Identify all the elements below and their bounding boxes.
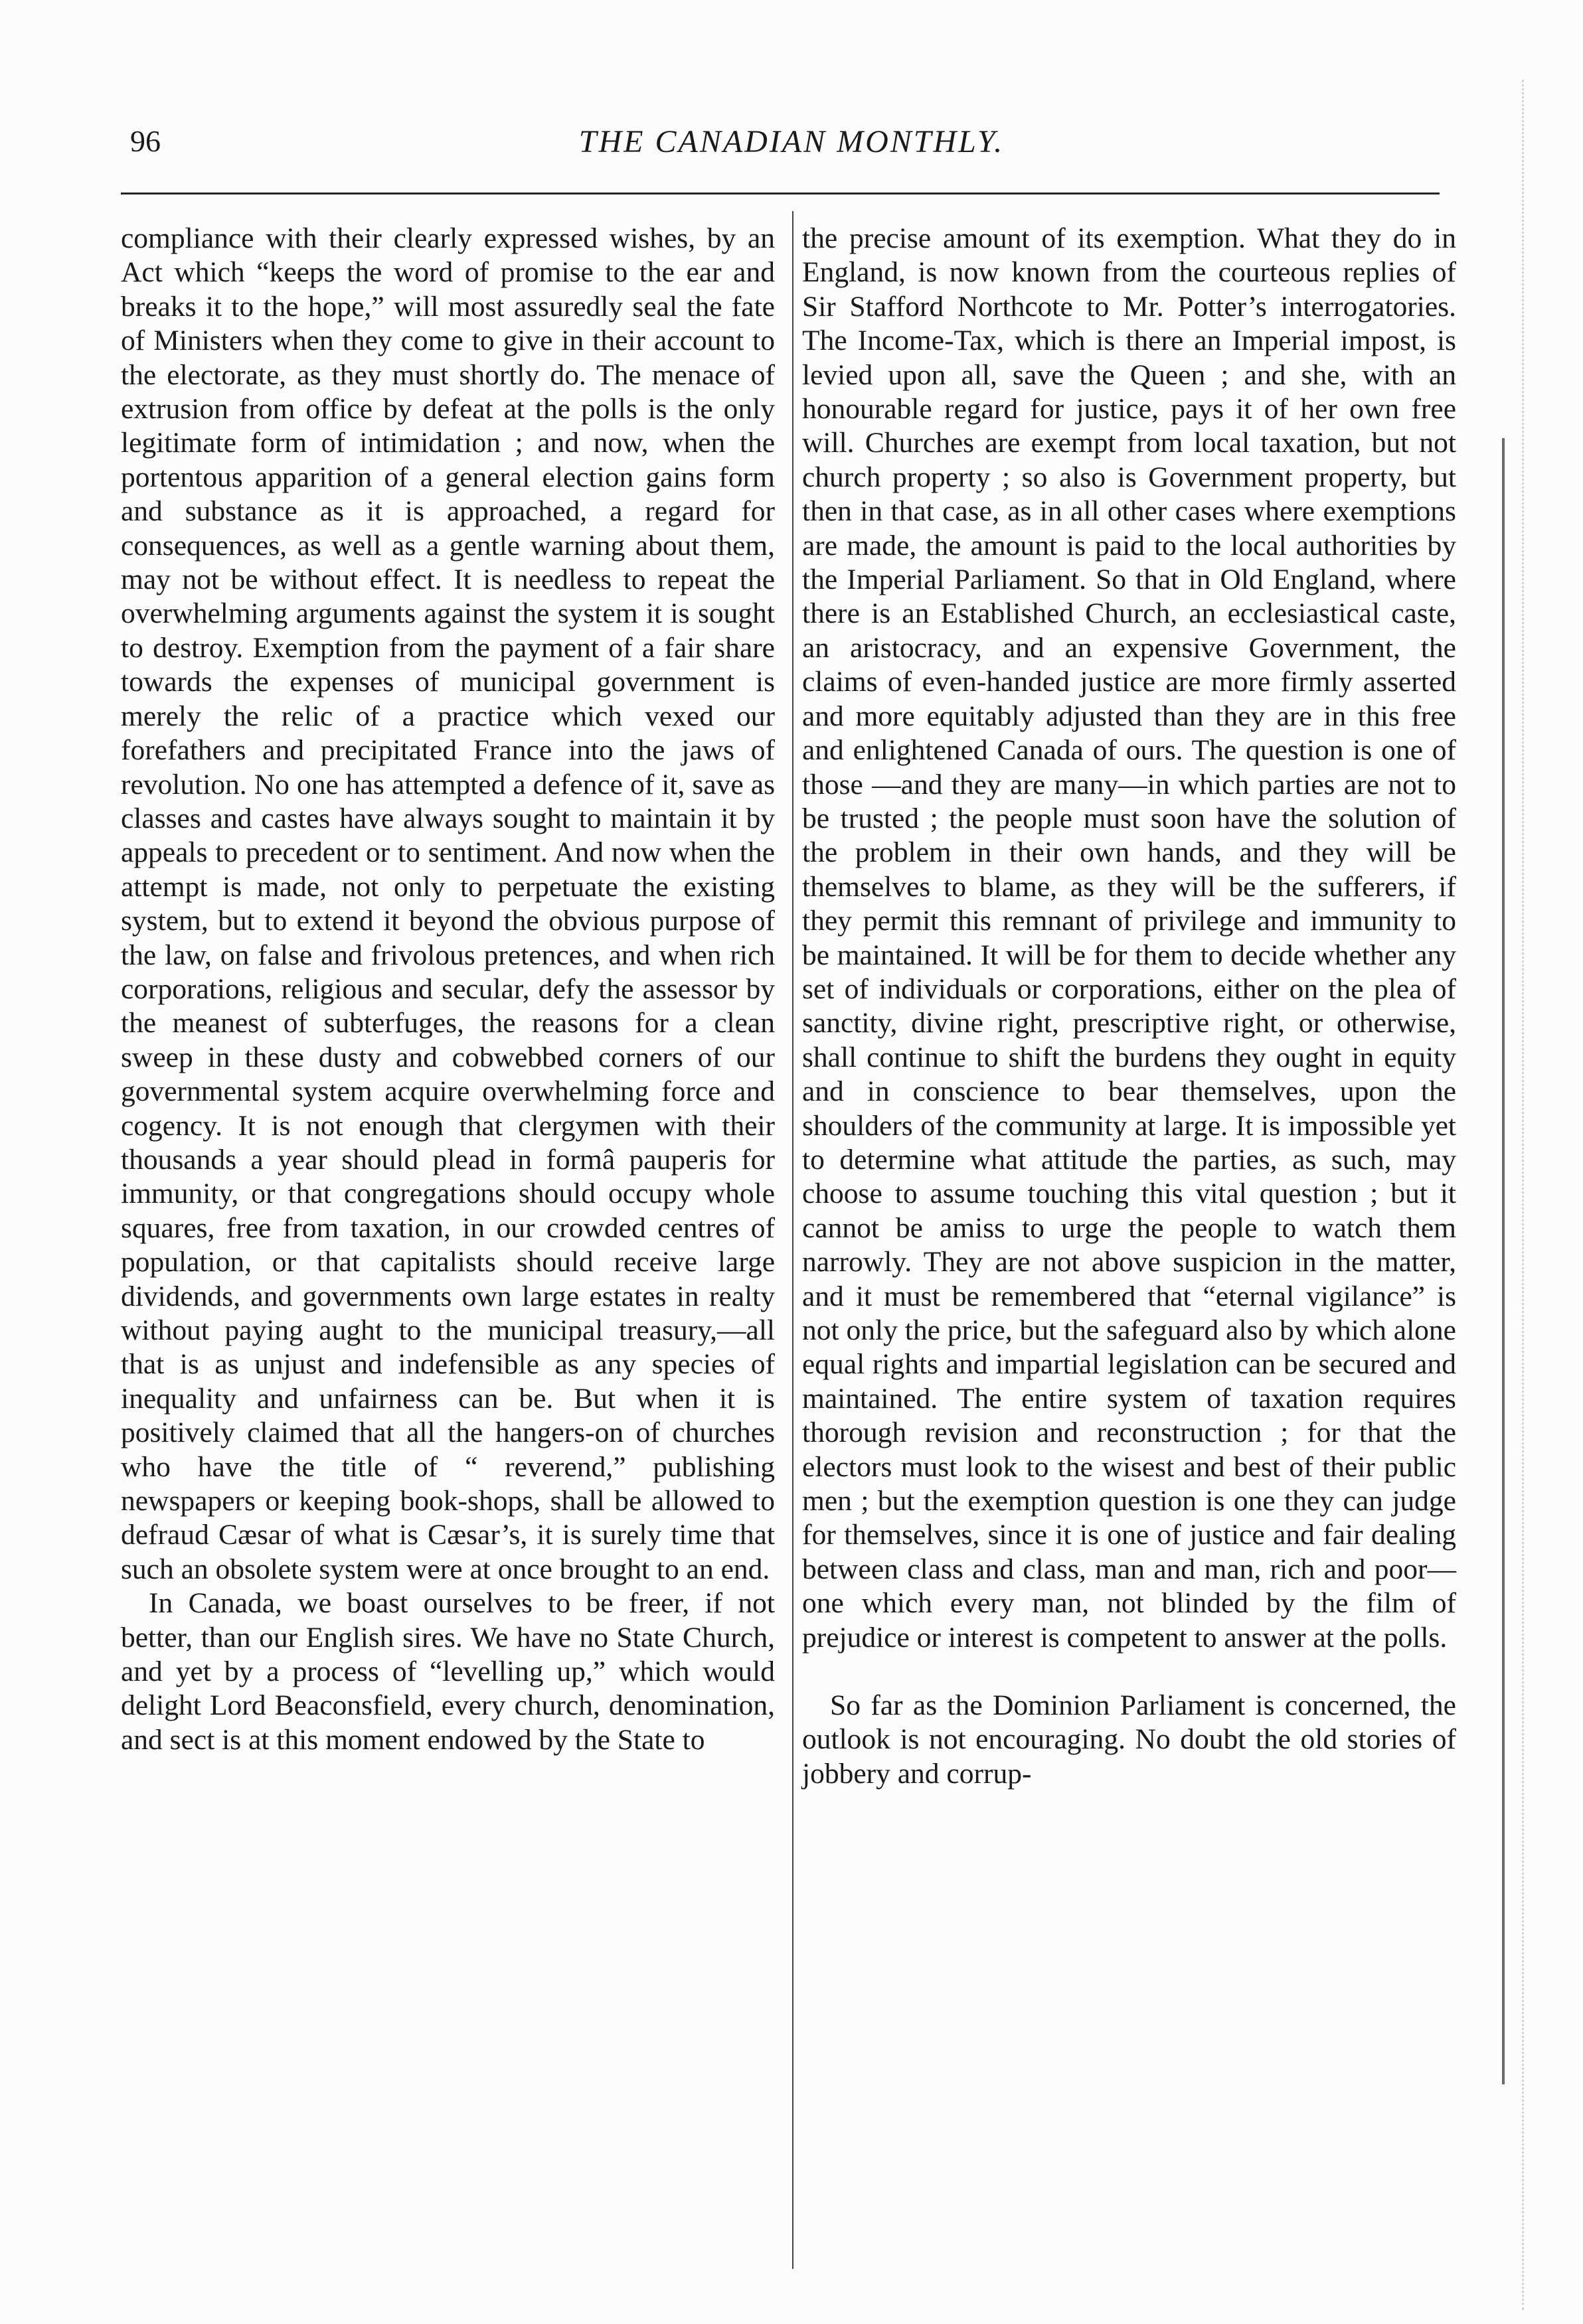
right-column — [802, 222, 1456, 1791]
left-column — [121, 222, 775, 1757]
scan-edge-shadow — [1502, 438, 1507, 2084]
header-rule — [121, 193, 1440, 194]
page-number: 96 — [130, 124, 161, 158]
paragraph: So far as the Dominion Parliament is concerned, the outlook is not encouraging. No doubt the old stories of jobbery and corrup- — [802, 1689, 1456, 1790]
paragraph: compliance with their clearly expressed wishes, by an Act which “keeps the word of promise to the ear and breaks it to the hope,” will most assuredly seal the fate of Ministers when they come to give in their account to the electorate, as they must shortly do. The menace of extrusion from office by defeat at the polls is the only legitimate form of intimidation ; and now, when the portentous apparition of a general election gains form and substance as it is approached, a regard for consequences, as well as a gentle warning about them, may not be without effect. It is needless to repeat the overwhelming arguments against the system it is sought to destroy. Exemption from the payment of a fair share towards the expenses of municipal government is merely the relic of a practice which vexed our forefathers and precipitated France into the jaws of revolution. No one has attempted a defence of it, save as classes and castes have always sought to maintain it by appeals to precedent or to sentiment. And now when the attempt is made, not only to perpetuate the existing system, but to extend it beyond the obvious purpose of the law, on false and frivolous pretences, and when rich corporations, religious and secular, defy the assessor by the meanest of subterfuges, the reasons for a clean sweep in these dusty and cobwebbed corners of our governmental system acquire overwhelming force and cogency. It is not enough that clergymen with their thousands a year should plead in formâ pauperis for immunity, or that congregations should occupy whole squares, free from taxation, in our crowded centres of population, or that capitalists should receive large dividends, and governments own large estates in realty without paying aught to the municipal treasury,—all that is as unjust and indefensible as any species of inequality and unfairness can be. But when it is positively claimed that all the hangers-on of churches who have the title of “ reverend,” publishing newspapers or keeping book-shops, shall be allowed to defraud Cæsar of what is Cæsar’s, it is surely time that such an obsolete system were at once brought to an end. — [121, 222, 775, 1585]
column-rule — [792, 211, 793, 2269]
scan-edge-mark — [1522, 80, 1528, 2310]
running-head: THE CANADIAN MONTHLY. — [578, 124, 1005, 159]
paragraph: the precise amount of its exemption. What they do in England, is now known from the courteous replies of Sir Stafford Northcote to Mr. Potter’s interrogatories. The Income-Tax, which is there an Imperial impost, is levied upon all, save the Queen ; and she, with an honourable regard for justice, pays it of her own free will. Churches are exempt from local taxation, but not church property ; so also is Government property, but then in that case, as in all other cases where exemptions are made, the amount is paid to the local authorities by the Imperial Parliament. So that in Old England, where there is an Established Church, an ecclesiastical caste, an aristocracy, and an expensive Government, the claims of even-handed justice are more firmly asserted and more equitably adjusted than they are in this free and enlightened Canada of ours. The question is one of those —and they are many—in which parties are not to be trusted ; the people must soon have the solution of the problem in their own hands, and they will be themselves to blame, as they will be the sufferers, if they permit this remnant of privilege and immunity to be maintained. It will be for them to decide whether any set of individuals or corporations, either on the plea of sanctity, divine right, prescriptive right, or otherwise, shall continue to shift the burdens they ought in equity and in conscience to bear themselves, upon the shoulders of the community at large. It is impossible yet to determine what attitude the parties, as such, may choose to assume touching this vital question ; but it cannot be amiss to urge the people to watch them narrowly. They are not above suspicion in the matter, and it must be remembered that “eternal vigilance” is not only the price, but the safeguard also by which alone equal rights and impartial legislation can be secured and maintained. The entire system of taxation requires thorough revision and reconstruction ; for that the electors must look to the wisest and best of their public men ; but the exemption question is one they can judge for themselves, since it is one of justice and fair dealing between class and class, man and man, rich and poor—one which every man, not blinded by the film of prejudice or interest is competent to answer at the polls. — [802, 222, 1456, 1654]
paragraph: In Canada, we boast ourselves to be freer, if not better, than our English sires. We have no State Church, and yet by a process of “levelling up,” which would delight Lord Beaconsfield, every church, denomination, and sect is at this moment endowed by the State to — [121, 1587, 775, 1756]
